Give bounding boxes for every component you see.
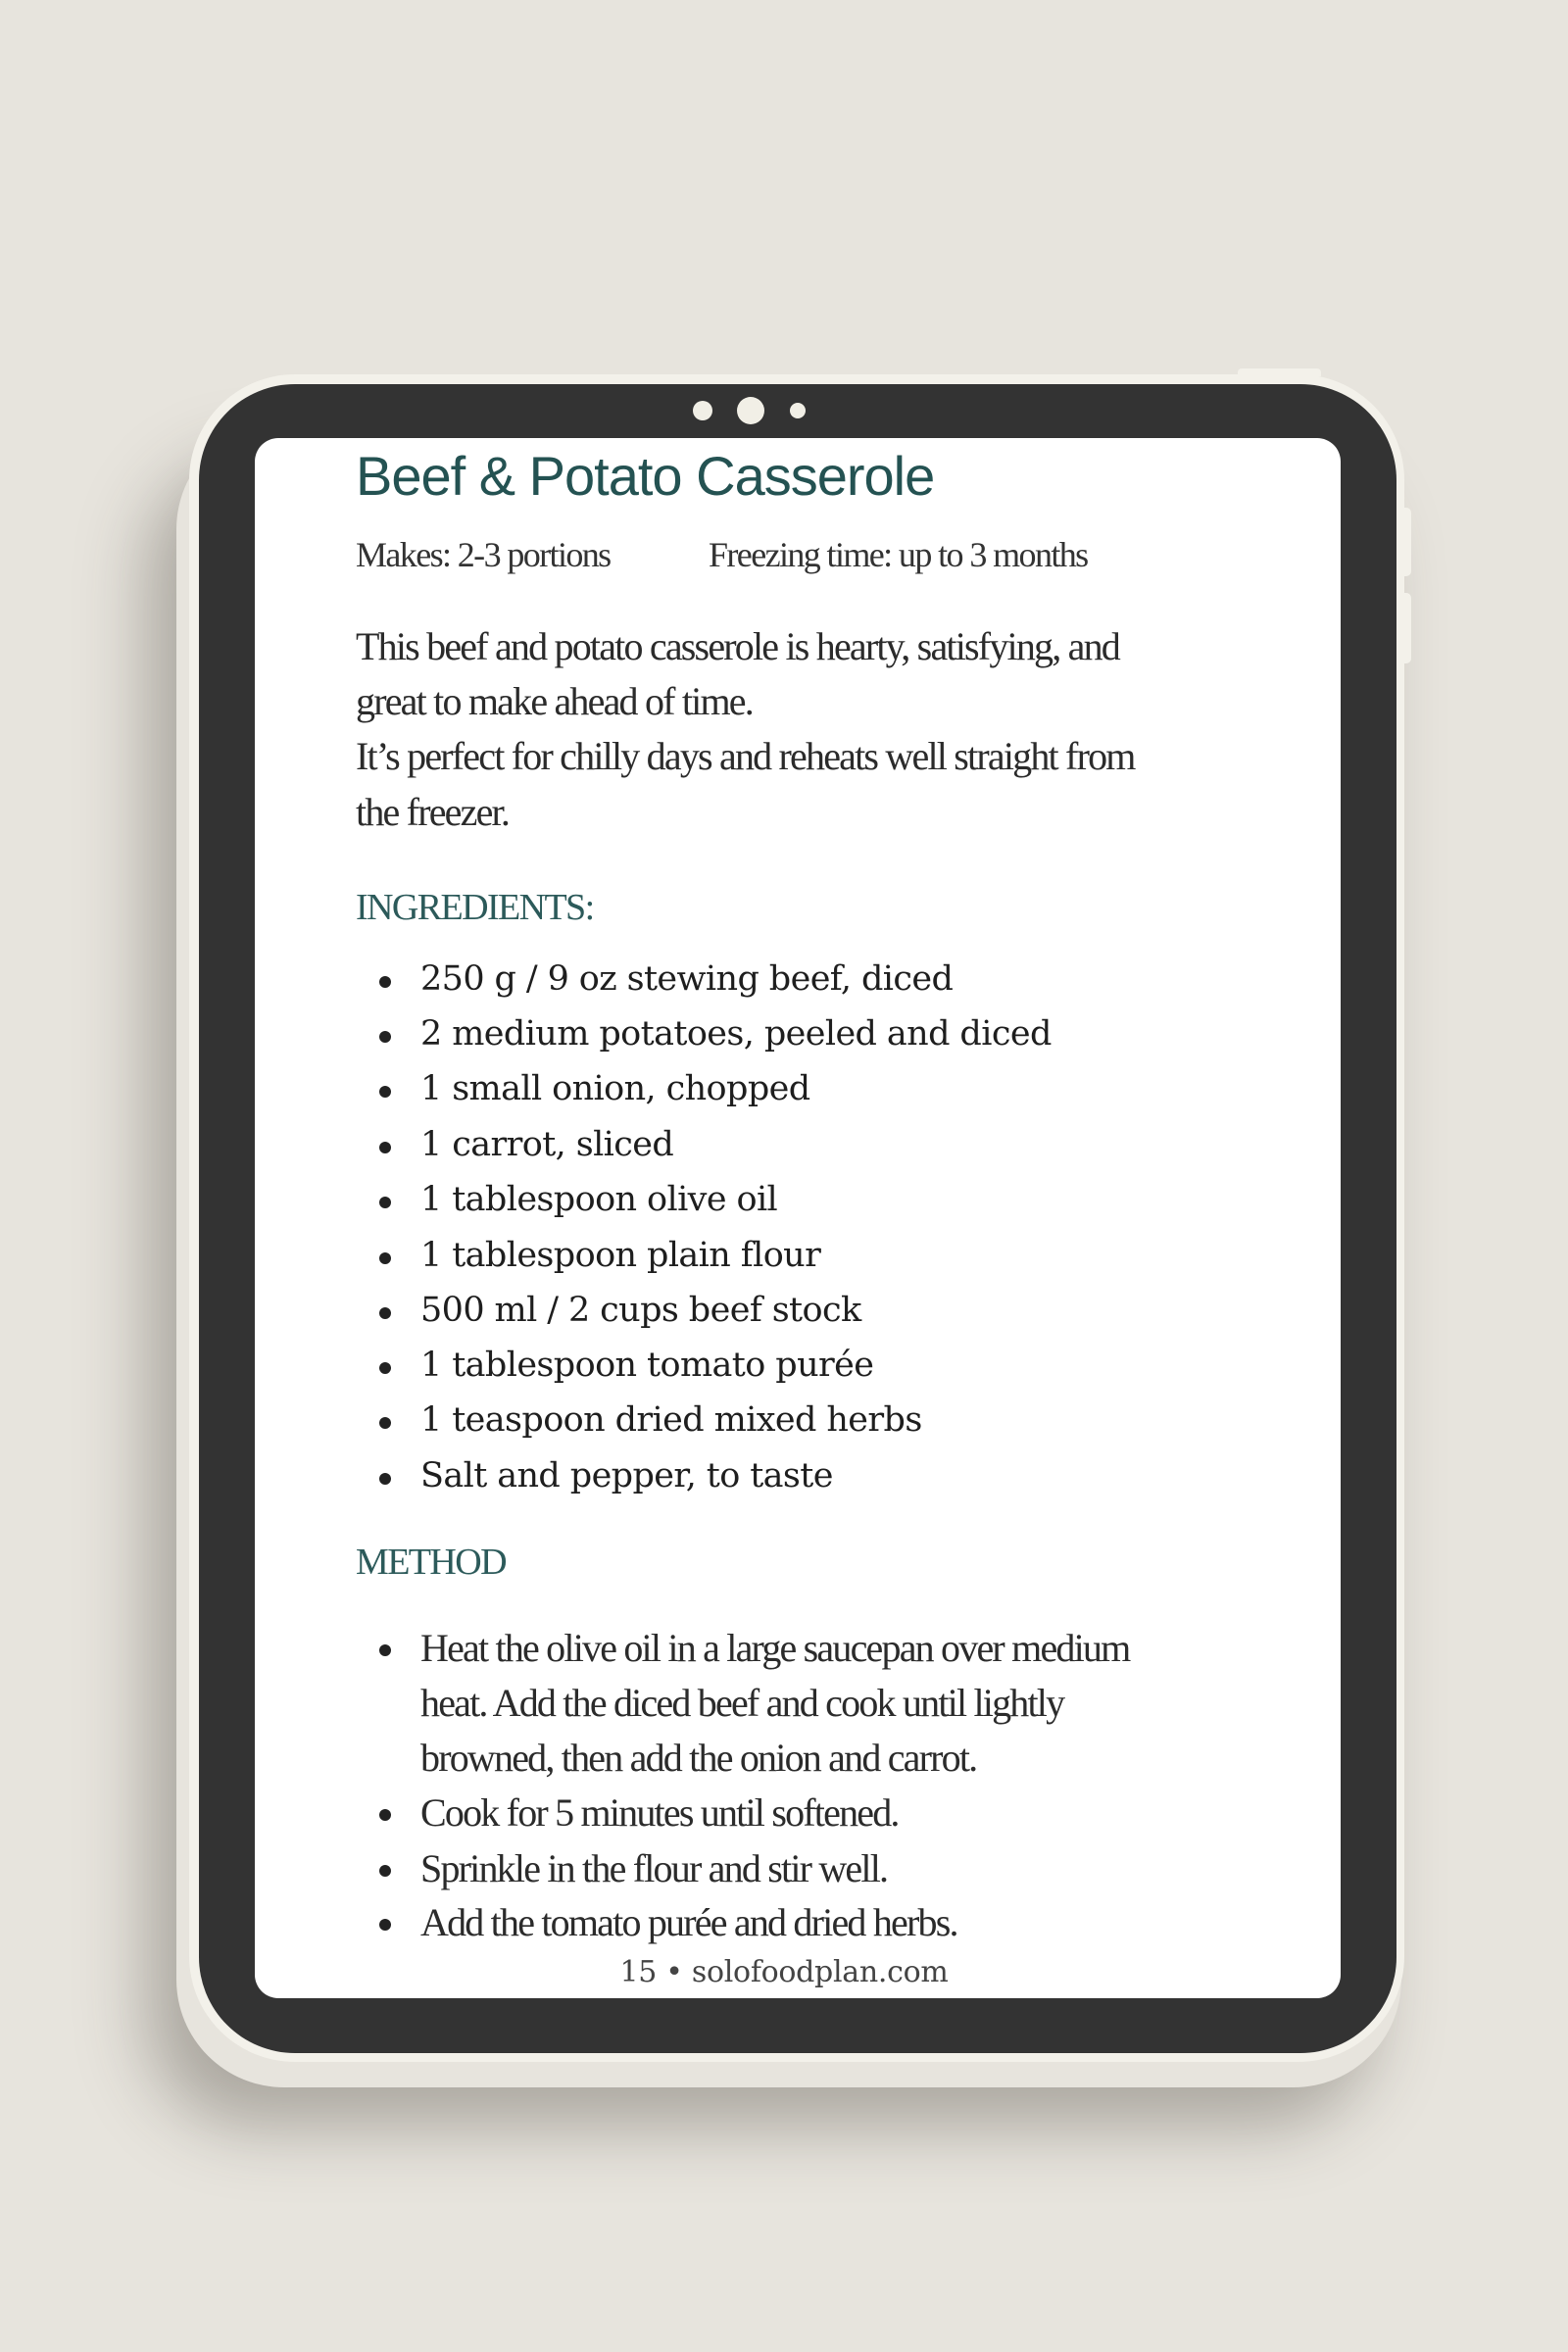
page-footer: 15 • solofoodplan.com: [619, 1955, 949, 1989]
bullet-icon: [379, 1644, 391, 1656]
bullet-icon: [379, 1919, 391, 1931]
recipe-title: Beef & Potato Casserole: [356, 445, 935, 507]
method-step-line: browned, then add the onion and carrot.: [420, 1736, 977, 1780]
bullet-icon: [379, 1809, 391, 1821]
intro-line: This beef and potato casserole is hearty, satisfying, and: [356, 624, 1119, 668]
bullet-icon: [379, 1197, 391, 1208]
intro-line: great to make ahead of time.: [356, 679, 753, 723]
freezing-time-info: Freezing time: up to 3 months: [709, 535, 1088, 574]
bullet-icon: [379, 1086, 391, 1098]
ingredient-item: 1 teaspoon dried mixed herbs: [420, 1400, 922, 1440]
method-step-line: Cook for 5 minutes until softened.: [420, 1790, 899, 1835]
ingredients-heading: INGREDIENTS:: [356, 887, 594, 928]
ingredient-item: 1 carrot, sliced: [420, 1125, 674, 1164]
bullet-icon: [379, 976, 391, 988]
intro-line: the freezer.: [356, 790, 510, 834]
method-step-line: Sprinkle in the flour and stir well.: [420, 1846, 888, 1890]
bullet-icon: [379, 1362, 391, 1374]
ingredient-item: 1 tablespoon olive oil: [420, 1180, 778, 1219]
camera-dot-left-icon: [693, 401, 712, 420]
portions-info: Makes: 2-3 portions: [356, 535, 611, 574]
volume-down-button: [1399, 593, 1411, 663]
camera-dot-right-icon: [790, 403, 806, 418]
method-heading: METHOD: [356, 1542, 506, 1583]
camera-lens-icon: [737, 397, 764, 424]
bullet-icon: [379, 1417, 391, 1429]
bullet-icon: [379, 1473, 391, 1485]
bullet-icon: [379, 1307, 391, 1319]
intro-line: It’s perfect for chilly days and reheats well straight from: [356, 734, 1135, 778]
method-step-line: Add the tomato purée and dried herbs.: [420, 1900, 957, 1944]
ingredient-item: 250 g / 9 oz stewing beef, diced: [420, 959, 954, 999]
ingredient-item: 500 ml / 2 cups beef stock: [420, 1291, 861, 1330]
method-step-line: heat. Add the diced beef and cook until lightly: [420, 1681, 1064, 1725]
method-step-line: Heat the olive oil in a large saucepan over medium: [420, 1626, 1130, 1670]
bullet-icon: [379, 1252, 391, 1264]
ingredient-item: 1 small onion, chopped: [420, 1069, 810, 1108]
bullet-icon: [379, 1031, 391, 1043]
ingredient-item: 1 tablespoon tomato purée: [420, 1346, 874, 1385]
ingredient-item: 1 tablespoon plain flour: [420, 1236, 821, 1275]
ingredient-item: Salt and pepper, to taste: [420, 1456, 833, 1495]
bullet-icon: [379, 1142, 391, 1153]
power-button: [1238, 368, 1321, 376]
volume-up-button: [1399, 508, 1411, 576]
bullet-icon: [379, 1865, 391, 1877]
ingredient-item: 2 medium potatoes, peeled and diced: [420, 1014, 1052, 1054]
